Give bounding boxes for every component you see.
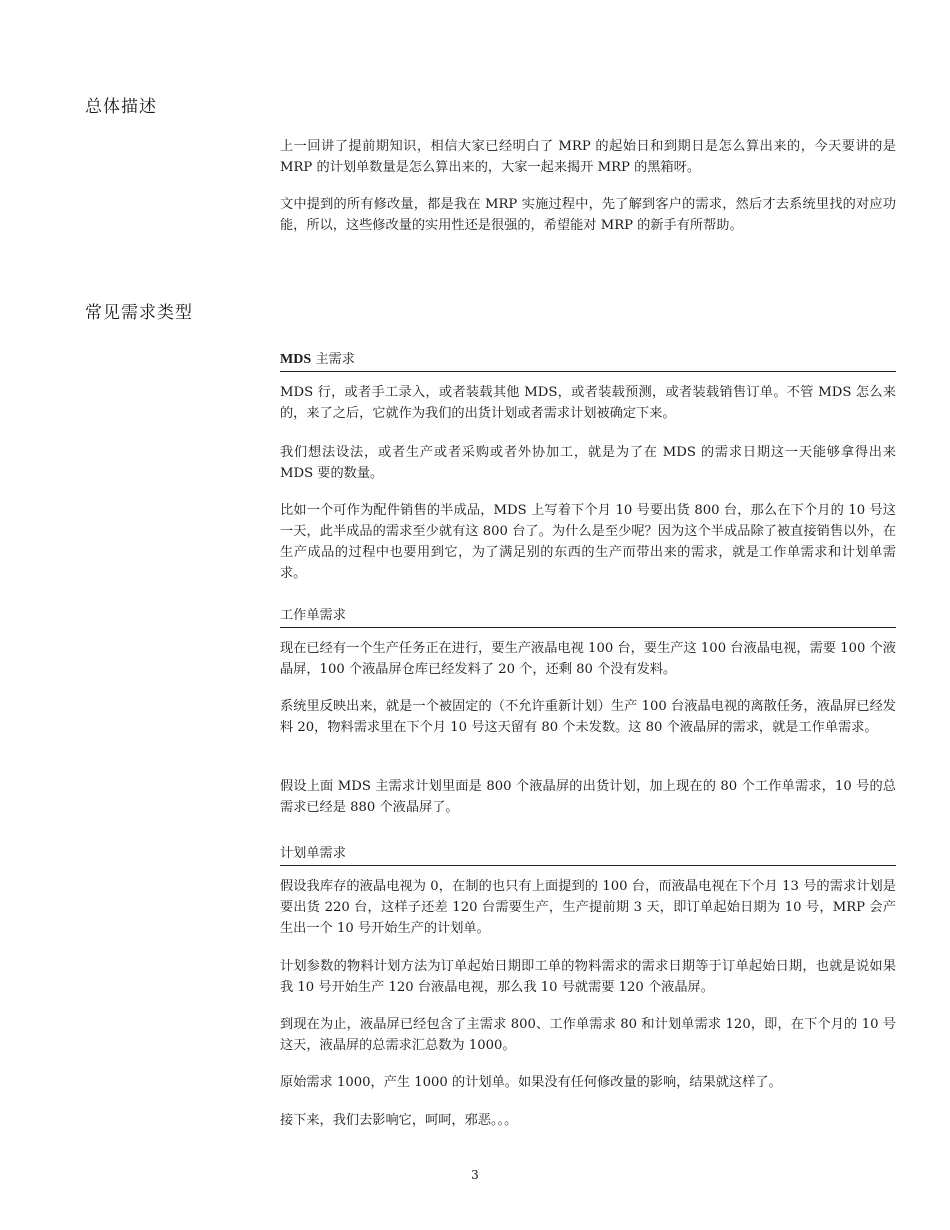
work-order-paragraph-block bbox=[280, 696, 896, 738]
work-order-paragraph-block bbox=[280, 638, 896, 680]
subsection-title-planned-order: 计划单需求 bbox=[280, 844, 896, 866]
planned-order-paragraph-block bbox=[280, 1072, 896, 1093]
subsection-title-work-order: 工作单需求 bbox=[280, 606, 896, 628]
planned-order-paragraph: 接下来，我们去影响它，呵呵，邪恶。。。 bbox=[280, 1113, 518, 1128]
work-order-paragraph: 系统里反映出来，就是一个被固定的（不允许重新计划）生产 100 台液晶电视的离散任务，液晶屏已经发料 20，物料需求里在下个月 10 号这天留有 80 个未发数。这 80 个液晶屏的需求，就是工作单需求。 bbox=[280, 699, 896, 735]
mds-paragraph: 比如一个可作为配件销售的半成品，MDS 上写着下个月 10 号要出货 800 台，那么在下个月的 10 号这一天，此半成品的需求至少就有这 800 台了。为什么是至少呢？因为这个半成品除了被直接销售以外，在生产成品的过程中也要用到它，为了满足别的东西的生产而带出来的需求，就是工作单需求和计划单需求。 bbox=[280, 503, 896, 581]
overview-paragraph: 文中提到的所有修改量，都是我在 MRP 实施过程中，先了解到客户的需求，然后才去系统里找的对应功能，所以，这些修改量的实用性还是很强的，希望能对 MRP 的新手有所帮助。 bbox=[280, 197, 896, 233]
subsection-title-rest: 主需求 bbox=[311, 352, 355, 367]
mds-paragraph-block bbox=[280, 442, 896, 484]
planned-order-paragraph-block bbox=[280, 956, 896, 998]
planned-order-paragraph: 原始需求 1000，产生 1000 的计划单。如果没有任何修改量的影响，结果就这样了。 bbox=[280, 1075, 782, 1090]
mds-paragraph: MDS 行，或者手工录入，或者装载其他 MDS，或者装载预测，或者装载销售订单。不管 MDS 怎么来的，来了之后，它就作为我们的出货计划或者需求计划被确定下来。 bbox=[280, 385, 896, 421]
section-heading-demand-types: 常见需求类型 bbox=[85, 303, 193, 323]
overview-body bbox=[280, 136, 896, 178]
planned-order-paragraph: 计划参数的物料计划方法为订单起始日期即工单的物料需求的需求日期等于订单起始日期，也就是说如果我 10 号开始生产 120 台液晶电视，那么我 10 号就需要 120 个液晶屏。 bbox=[280, 959, 896, 995]
overview-body-2 bbox=[280, 194, 896, 236]
mds-paragraph-block bbox=[280, 382, 896, 424]
mds-paragraph: 我们想法设法，或者生产或者采购或者外协加工，就是为了在 MDS 的需求日期这一天能够拿得出来 MDS 要的数量。 bbox=[280, 445, 896, 481]
planned-order-paragraph: 到现在为止，液晶屏已经包含了主需求 800、工作单需求 80 和计划单需求 120，即，在下个月的 10 号这天，液晶屏的总需求汇总数为 1000。 bbox=[280, 1017, 896, 1053]
planned-order-paragraph-block bbox=[280, 1014, 896, 1056]
mds-paragraph-block bbox=[280, 500, 896, 584]
subsection-title-bold: MDS bbox=[280, 352, 312, 367]
work-order-paragraph: 假设上面 MDS 主需求计划里面是 800 个液晶屏的出货计划，加上现在的 80 个工作单需求，10 号的总需求已经是 880 个液晶屏了。 bbox=[280, 779, 896, 815]
section-heading-overview: 总体描述 bbox=[85, 97, 157, 117]
planned-order-paragraph-block bbox=[280, 1110, 896, 1131]
subsection-title-mds bbox=[280, 350, 896, 372]
work-order-paragraph: 现在已经有一个生产任务正在进行，要生产液晶电视 100 台，要生产这 100 台液晶电视，需要 100 个液晶屏，100 个液晶屏仓库已经发料了 20 个，还剩 80 个没有发料。 bbox=[280, 641, 896, 677]
planned-order-paragraph: 假设我库存的液晶电视为 0，在制的也只有上面提到的 100 台，而液晶电视在下个月 13 号的需求计划是要出货 220 台，这样子还差 120 台需要生产，生产提前期 3 天，即订单起始日期为 10 号，MRP 会产生出一个 10 号开始生产的计划单。 bbox=[280, 879, 896, 936]
planned-order-paragraph-block bbox=[280, 876, 896, 939]
overview-paragraph: 上一回讲了提前期知识，相信大家已经明白了 MRP 的起始日和到期日是怎么算出来的，今天要讲的是 MRP 的计划单数量是怎么算出来的，大家一起来揭开 MRP 的黑箱呀。 bbox=[280, 139, 896, 175]
page-number: 3 bbox=[471, 1168, 479, 1182]
work-order-paragraph-block bbox=[280, 776, 896, 818]
